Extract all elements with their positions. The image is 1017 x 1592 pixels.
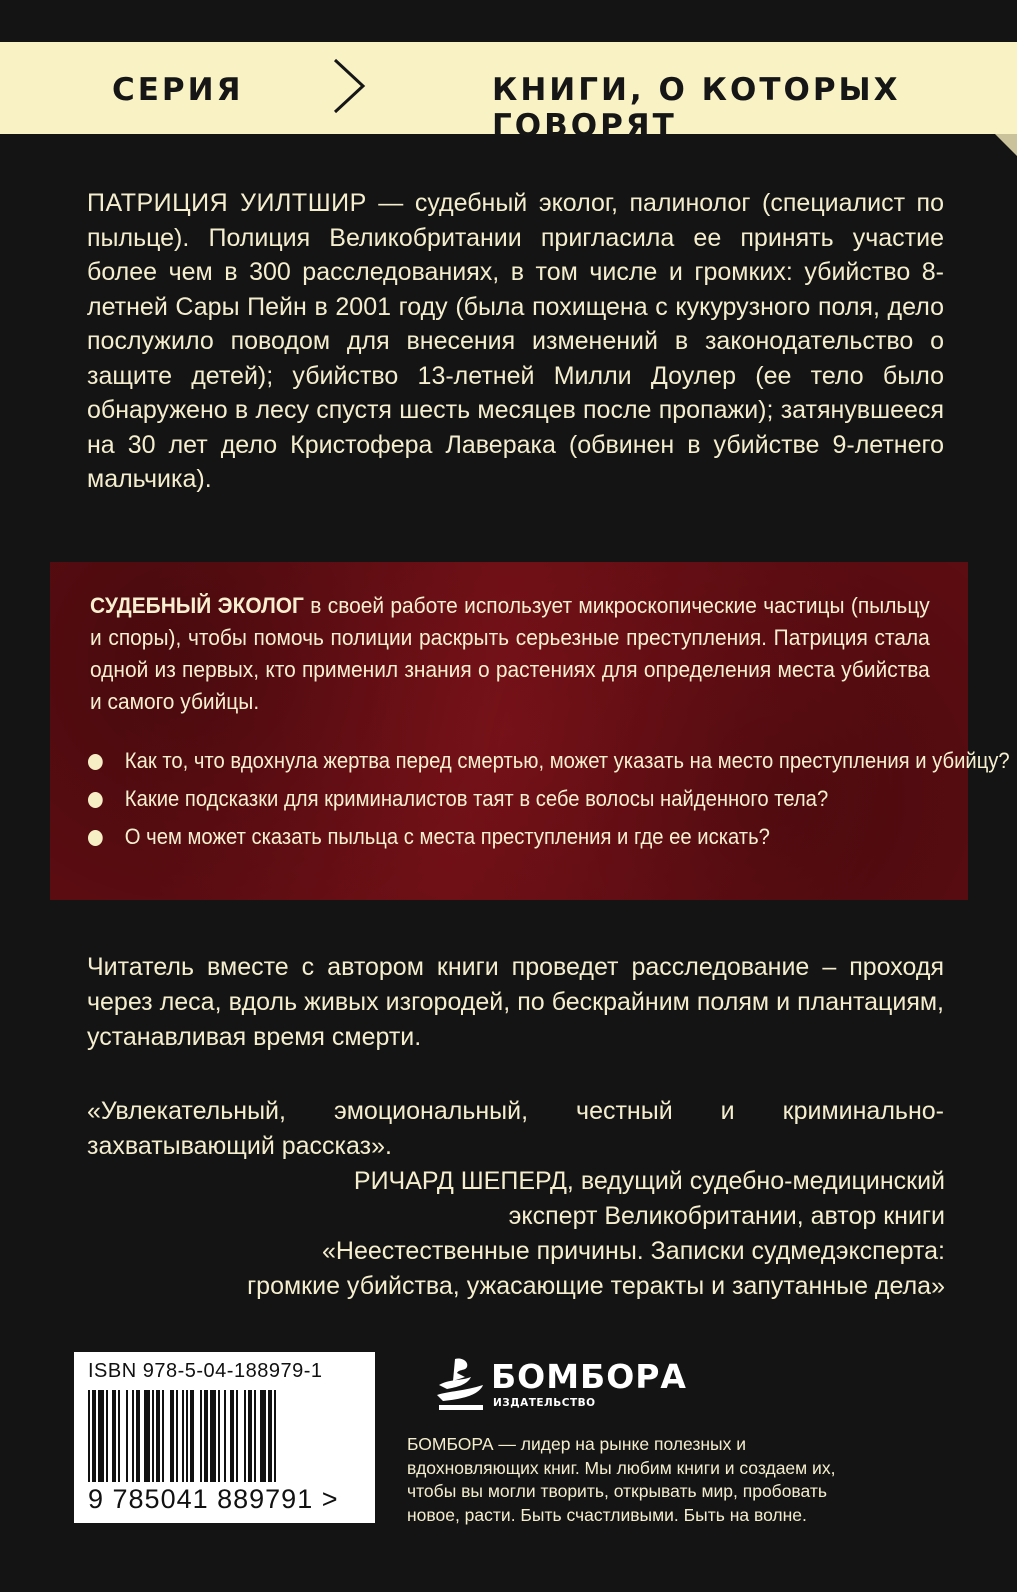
barcode-bar <box>162 1390 164 1482</box>
publisher-description: БОМБОРА — лидер на рынке полезных и вдохновляющих книг. Мы любим книги и создаем их, чтобы вы могли творить, открывать мир, пробовать новое, расти. Быть счастливыми. Быть на волне. <box>407 1434 836 1525</box>
barcode-bars <box>86 1390 363 1486</box>
barcode-bar <box>260 1390 266 1482</box>
question-list <box>88 742 1010 856</box>
barcode-bar <box>132 1390 134 1482</box>
barcode-bar <box>112 1390 116 1482</box>
panel-lead: СУДЕБНЫЙ ЭКОЛОГ <box>90 593 304 618</box>
publisher-logo <box>435 1355 687 1415</box>
bullet-icon <box>88 754 103 770</box>
barcode-bar <box>200 1390 202 1482</box>
review-attribution <box>85 1164 945 1304</box>
attribution-line: громкие убийства, ужасающие теракты и запутанные дела» <box>247 1272 945 1300</box>
reader-text: Читатель вместе с автором книги проведет расследование – проходя через леса, вдоль живых изгородей, по бескрайним полям и плантациям, устанавливая время смерти. <box>87 953 944 1051</box>
barcode-bar <box>136 1390 140 1482</box>
barcode-bar <box>230 1390 234 1482</box>
list-item <box>88 742 1010 780</box>
barcode-bar <box>268 1390 272 1482</box>
attribution-line: эксперт Великобритании, автор книги <box>508 1202 945 1230</box>
author-name: ПАТРИЦИЯ УИЛТШИР <box>87 189 367 217</box>
publisher-subtitle: ИЗДАТЕЛЬСТВО <box>493 1397 596 1409</box>
list-item <box>88 818 898 856</box>
barcode-bar <box>182 1390 184 1482</box>
barcode-bar <box>106 1390 108 1482</box>
barcode-bar <box>88 1390 90 1482</box>
attribution-line: РИЧАРД ШЕПЕРД, ведущий судебно-медицинский <box>353 1167 945 1195</box>
barcode-bar <box>170 1390 174 1482</box>
panel-body: в своей работе использует микроскопические частицы (пыльцу и споры), чтобы помочь полиции раскрыть серьезные преступления. Патриция стала одной из первых, кто применил знания о растениях для определения места убийства и самого убийцы. <box>90 593 930 714</box>
bullet-icon <box>88 830 103 846</box>
barcode-digits: 9 785041 889791 > <box>88 1484 339 1514</box>
series-banner <box>0 42 1017 144</box>
bullet-icon <box>88 792 103 808</box>
barcode-bar <box>98 1390 104 1482</box>
isbn-label: ISBN 978-5-04-188979-1 <box>88 1360 323 1382</box>
barcode-bar <box>118 1390 120 1482</box>
wave-logo-icon <box>435 1355 487 1413</box>
barcode-bar <box>218 1390 220 1482</box>
barcode-bar <box>236 1390 238 1482</box>
barcode-bar <box>204 1390 208 1482</box>
barcode-bar <box>210 1390 216 1482</box>
series-name: КНИГИ, О КОТОРЫХ ГОВОРЯТ <box>492 72 901 144</box>
series-label: СЕРИЯ <box>112 72 244 108</box>
barcode-bar <box>248 1390 252 1482</box>
barcode-bar <box>274 1390 276 1482</box>
barcode-bar <box>176 1390 178 1482</box>
barcode-bar <box>92 1390 96 1482</box>
barcode-bar <box>126 1390 128 1482</box>
list-item-text: Как то, что вдохнула жертва перед смертью, может указать на место преступления и убийцу? <box>124 748 1010 773</box>
chevron-right-icon <box>331 56 367 116</box>
barcode-bar <box>224 1390 226 1482</box>
barcode <box>74 1352 375 1523</box>
publisher-name: БОМБОРА <box>491 1357 687 1396</box>
barcode-bar <box>152 1390 154 1482</box>
barcode-bar <box>156 1390 160 1482</box>
barcode-bar <box>186 1390 188 1482</box>
list-item-text: Какие подсказки для криминалистов таят в себе волосы найденного тела? <box>124 786 829 811</box>
panel-text <box>90 590 930 718</box>
list-item <box>88 780 898 818</box>
barcode-bar <box>144 1390 150 1482</box>
barcode-bar <box>190 1390 194 1482</box>
author-bio-text: — судебный эколог, палинолог (специалист по пыльце). Полиция Великобритании пригласила ее принять участие более чем в 300 расследованиях, в том числе и громких: убийство 8-летней Сары Пейн в 2001 году (была похищена с кукурузного поля, дело послужило поводом для внесения изменений в законодательство о защите детей); убийство 13-летней Милли Доулер (ее тело было обнаружено в лесу спустя шесть месяцев после пропажи); затянувшееся на 30 лет дело Кристофера Лаверака (обвинен в убийстве 9-летнего мальчика). <box>87 189 944 493</box>
author-bio <box>87 186 944 497</box>
barcode-bar <box>244 1390 246 1482</box>
list-item-text: О чем может сказать пыльца с места преступления и где ее искать? <box>124 824 770 849</box>
highlight-panel <box>50 562 1010 900</box>
review-quote: «Увлекательный, эмоциональный, честный и криминально-захватывающий рассказ». <box>87 1097 944 1160</box>
barcode-bar <box>254 1390 256 1482</box>
attribution-line: «Неестественные причины. Записки судмедэксперта: <box>322 1237 945 1265</box>
banner-fold <box>995 134 1017 156</box>
